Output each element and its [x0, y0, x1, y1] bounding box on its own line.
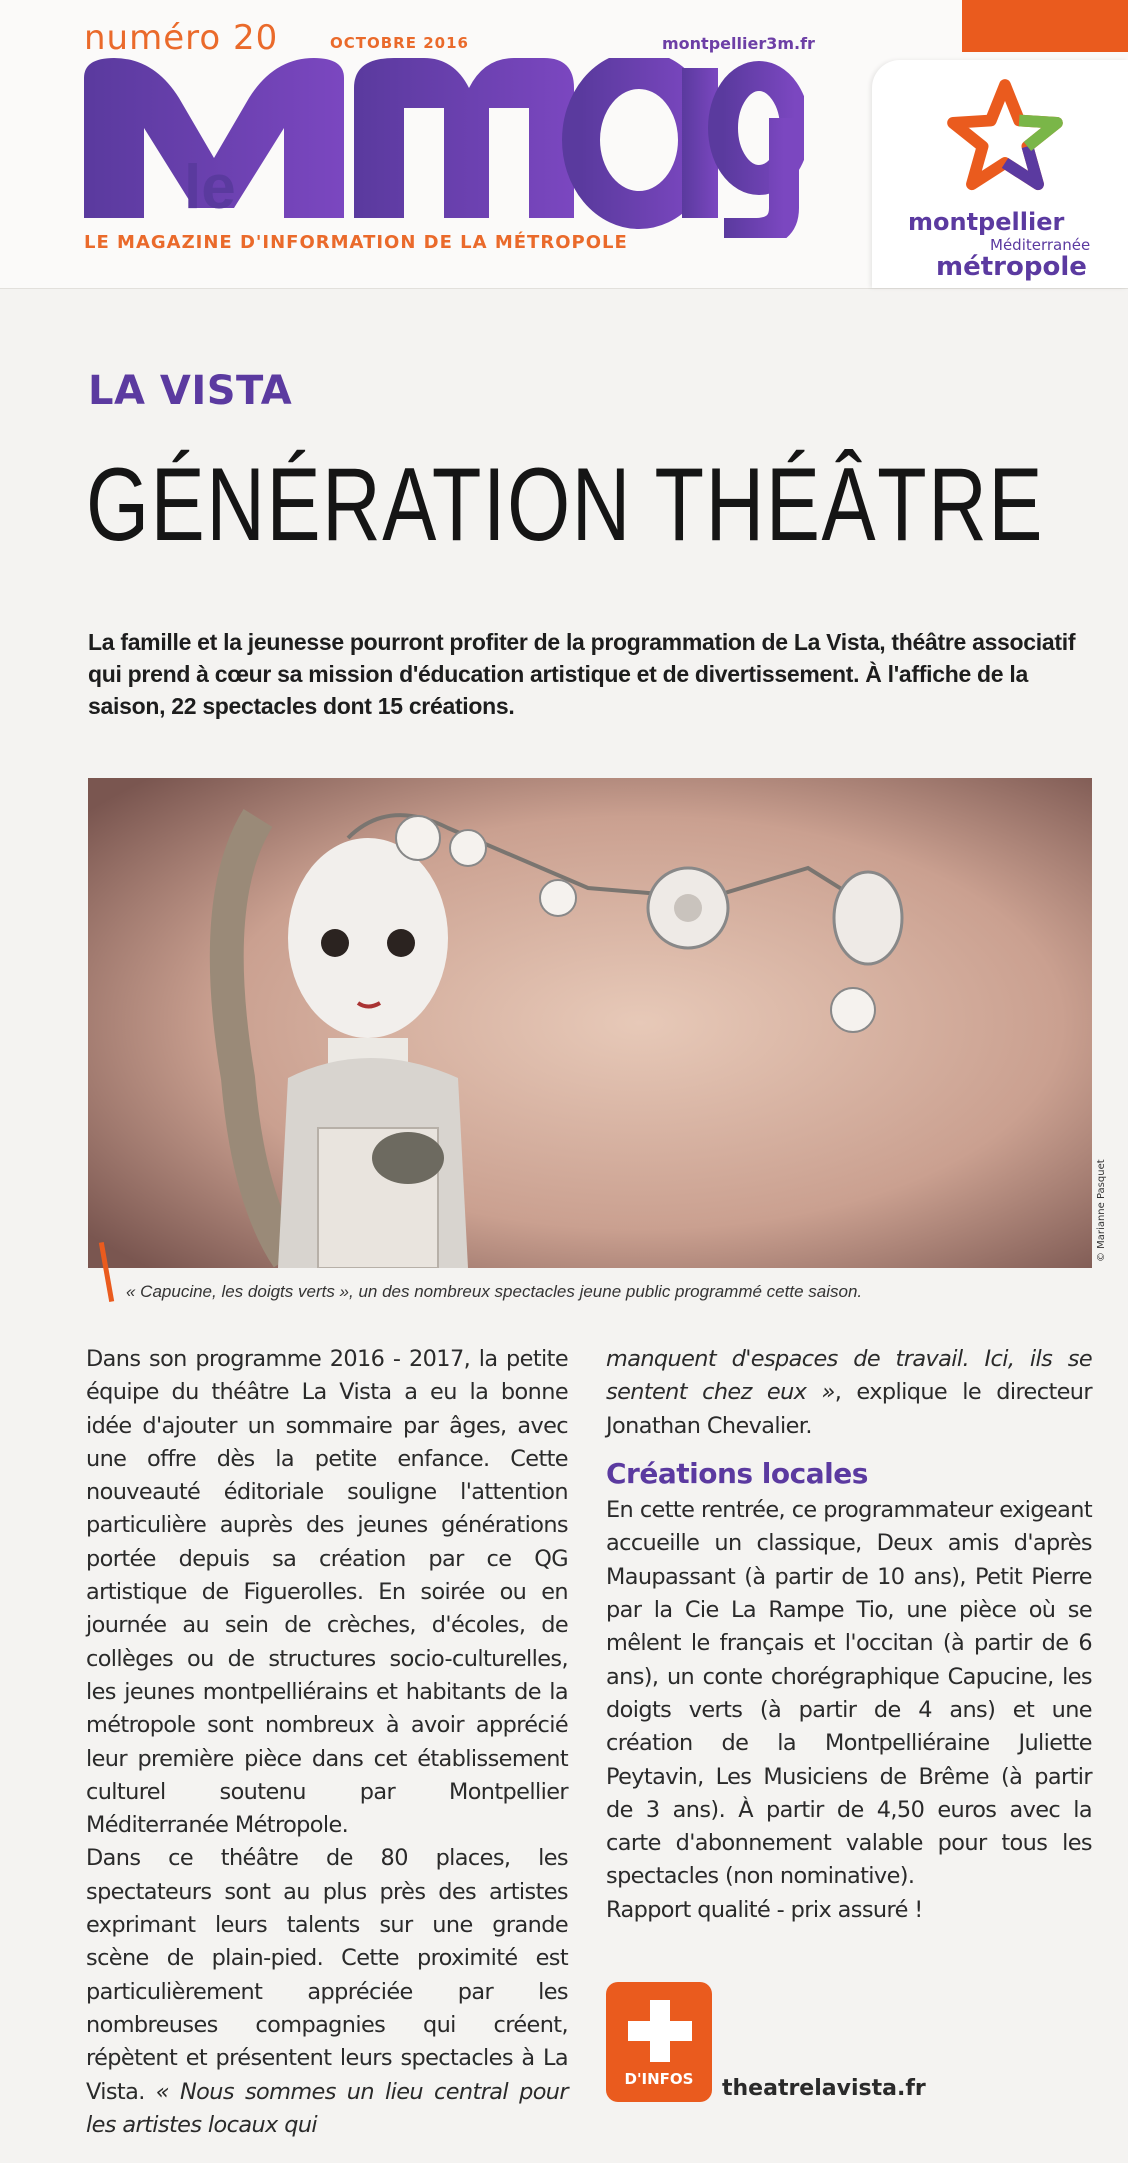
article-column-right [606, 1343, 1092, 1927]
article-illustration [88, 778, 1092, 1268]
metro-name-montpellier: montpellier [908, 208, 1065, 236]
metropole-logo-card [872, 60, 1128, 288]
metro-name-metropole: métropole [936, 252, 1087, 282]
site-url[interactable]: montpellier3m.fr [662, 34, 815, 53]
more-info-badge [606, 1982, 712, 2102]
article-headline: GÉNÉRATION THÉÂTRE [86, 447, 1045, 563]
director-quote-end: manquent d'espaces de travail. Ici, ils se sentent chez eux » [606, 1346, 1092, 1406]
theatre-website-link[interactable]: theatrelavista.fr [722, 2076, 926, 2101]
body-paragraph [86, 1842, 568, 2142]
mmag-logo [84, 58, 804, 238]
star-icon [946, 78, 1064, 196]
masthead [0, 0, 1128, 289]
photo-credit: © Marianne Pasquet [1096, 1159, 1107, 1262]
article-column-left [86, 1343, 568, 2142]
body-paragraph: En cette rentrée, ce programmateur exigeant accueille un classique, Deux amis d'après Maupassant (à partir de 10 ans), Petit Pierre par la Cie La Rampe Tio, une pièce où se mêlent le français et l'occitan (à partir de 6 ans), un conte chorégraphique Capucine, les doigts verts (à partir de 4 ans) et une création de la Montpelliéraine Juliette Peytavin, Les Musiciens de Brême (à partir de 3 ans). À partir de 4,50 euros avec la carte d'abonnement valable pour tous les spectacles (non nominative). [606, 1497, 1092, 1890]
article-kicker: LA VISTA [88, 368, 293, 414]
magazine-tagline: LE MAGAZINE D'INFORMATION DE LA MÉTROPOLE [84, 232, 628, 253]
body-paragraph [606, 1343, 1092, 1443]
body-text: Dans ce théâtre de 80 places, les spectateurs sont au plus près des artistes exprimant leurs talents sur une grande scène de plain-pied. Cette proximité est particulièrement appréciée par les nombreuses compagnies qui créent, répètent et présentent leurs spectacles à La Vista. [86, 1845, 568, 2105]
issue-date: OCTOBRE 2016 [330, 34, 469, 52]
corner-accent [962, 0, 1128, 52]
issue-number: numéro 20 [84, 18, 279, 58]
body-paragraph: Rapport qualité - prix assuré ! [606, 1896, 923, 1923]
article-lead: La famille et la jeunesse pourront profiter de la programmation de La Vista, théâtre associatif qui prend à cœur sa mission d'éducation artistique et de divertissement. À l'affiche de la saison, 22 spectacles dont 15 créations. [88, 629, 1076, 719]
section-subhead: Créations locales [606, 1456, 868, 1490]
body-text: , explique le directeur Jonathan Chevalier. [606, 1379, 1092, 1439]
plus-icon-bar [628, 2021, 692, 2041]
metro-name-mediterranee: Méditerranée [990, 236, 1091, 254]
body-paragraph: Dans son programme 2016 - 2017, la petite équipe du théâtre La Vista a eu la bonne idée d'ajouter un sommaire par âges, avec une offre dès la petite enfance. Cette nouveauté éditoriale souligne l'attention particulière auprès des jeunes générations portée depuis sa création par ce QG artistique de Figuerolles. En soirée ou en journée au sein de crèches, d'écoles, de collèges ou de structures socio-culturelles, les jeunes montpelliérains et habitants de la métropole sont nombreux à avoir apprécié leur première pièce dans cet établissement culturel soutenu par Montpellier Méditerranée Métropole. [86, 1346, 568, 1839]
logo-le-text: le [184, 153, 236, 222]
photo-caption: « Capucine, les doigts verts », un des nombreux spectacles jeune public programmé cette saison. [126, 1282, 863, 1301]
infos-label: D'INFOS [624, 2070, 694, 2088]
director-quote: « Nous sommes un lieu central pour les artistes locaux qui [86, 2078, 568, 2138]
